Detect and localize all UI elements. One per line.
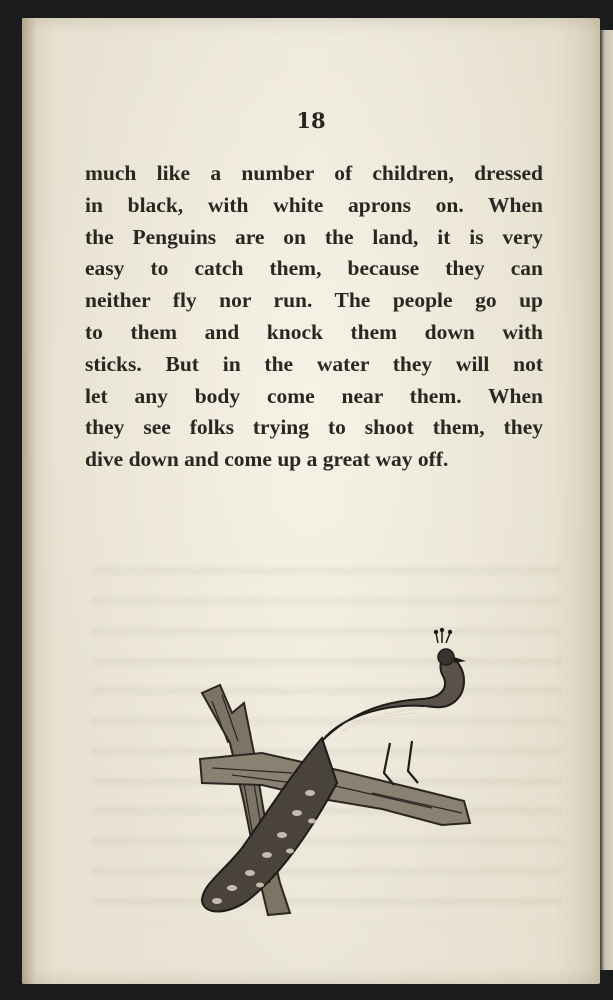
text-line: much like a number of children, dressed	[85, 161, 543, 185]
text-line: neither fly nor run. The people go up	[85, 288, 543, 313]
text-line: easy to catch them, because they can	[85, 256, 543, 281]
text-line: to them and knock them down with	[85, 319, 543, 344]
peacock-illustration	[172, 623, 472, 923]
body-text	[85, 158, 543, 476]
text-line: let any body come near them. When	[85, 383, 543, 408]
text-line: they see folks trying to shoot them, they	[85, 415, 543, 440]
text-line: in black, with white aprons on. When	[85, 192, 543, 217]
book-page	[22, 18, 600, 984]
next-page-edge	[600, 30, 613, 970]
page-number: 18	[296, 108, 326, 133]
peacock-head	[438, 649, 454, 665]
text-line: the Penguins are on the land, it is very	[85, 224, 543, 249]
peacock-body	[322, 655, 464, 741]
text-line: sticks. But in the water they will not	[85, 351, 543, 376]
peacock-legs	[384, 741, 418, 785]
text-line: dive down and come up a great way off.	[85, 447, 449, 472]
